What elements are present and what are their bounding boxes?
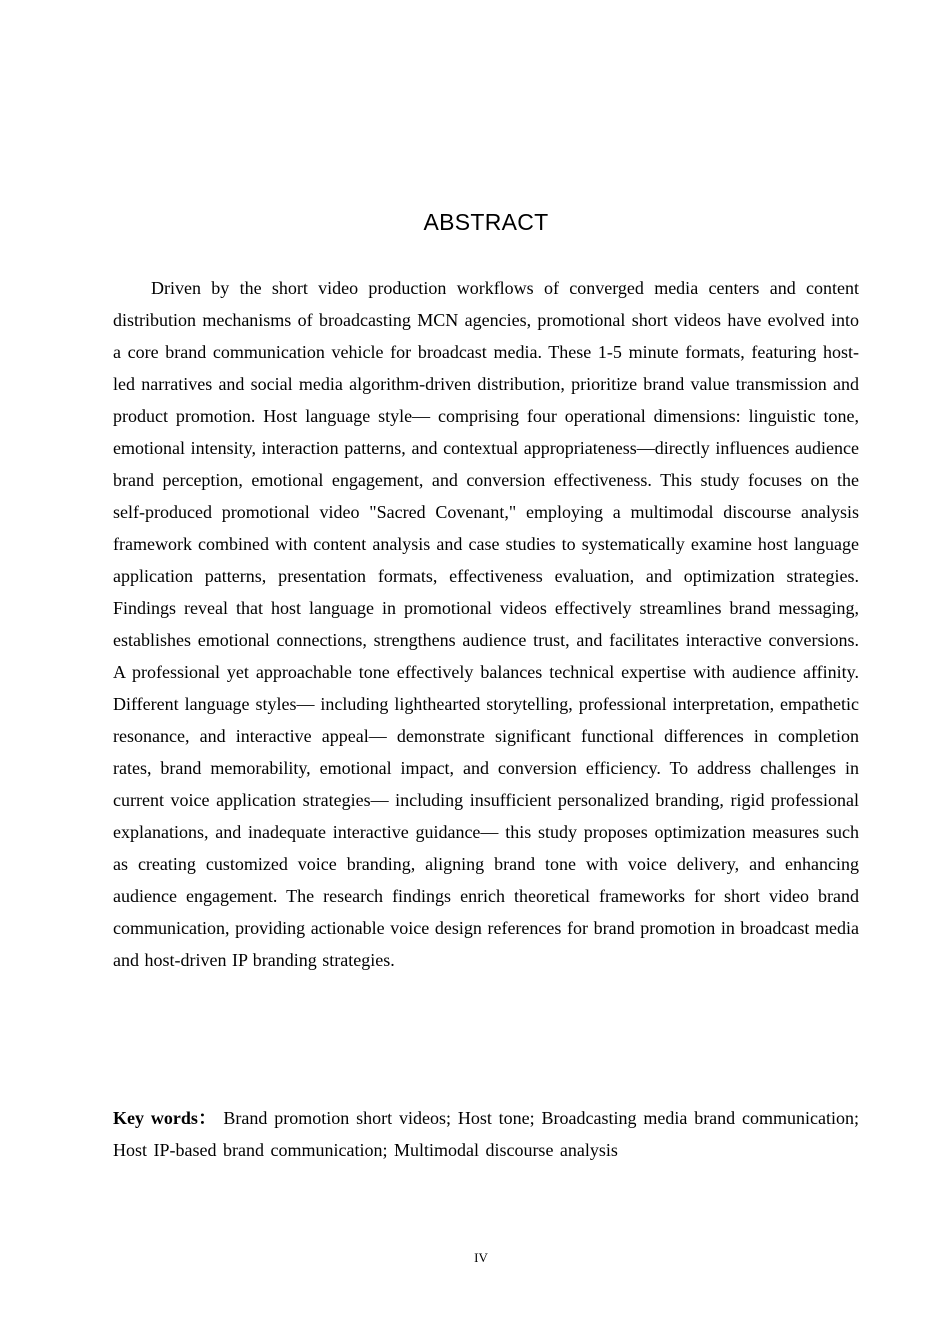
- page-number: IV: [474, 1250, 488, 1265]
- keywords-label: Key words：: [113, 1108, 217, 1128]
- keywords-paragraph: [113, 1102, 859, 1166]
- keywords-text: Brand promotion short videos; Host tone; Broadcasting media brand communication; Host IP-based brand communication; Multimodal discourse analysis: [113, 1108, 860, 1160]
- abstract-title: ABSTRACT: [423, 209, 549, 235]
- abstract-paragraph: Driven by the short video production workflows of converged media centers and content distribution mechanisms of broadcasting MCN agencies, promotional short videos have evolved into a core brand communication vehicle for broadcast media. These 1-5 minute formats, featuring host-led narratives and social media algorithm-driven distribution, prioritize brand value transmission and product promotion. Host language style— comprising four operational dimensions: linguistic tone, emotional intensity, interaction patterns, and contextual appropriateness—directly influences audience brand perception, emotional engagement, and conversion effectiveness. This study focuses on the self-produced promotional video "Sacred Covenant," employing a multimodal discourse analysis framework combined with content analysis and case studies to systematically examine host language application patterns, presentation formats, effectiveness evaluation, and optimization strategies. Findings reveal that host language in promotional videos effectively streamlines brand messaging, establishes emotional connections, strengthens audience trust, and facilitates interactive conversions. A professional yet approachable tone effectively balances technical expertise with audience affinity. Different language styles— including lighthearted storytelling, professional interpretation, empathetic resonance, and interactive appeal— demonstrate significant functional differences in completion rates, brand memorability, emotional impact, and conversion efficiency. To address challenges in current voice application strategies— including insufficient personalized branding, rigid professional explanations, and inadequate interactive guidance— this study proposes optimization measures such as creating customized voice branding, aligning brand tone with voice delivery, and enhancing audience engagement. The research findings enrich theoretical frameworks for short video brand communication, providing actionable voice design references for brand promotion in broadcast media and host-driven IP branding strategies.: [113, 278, 859, 970]
